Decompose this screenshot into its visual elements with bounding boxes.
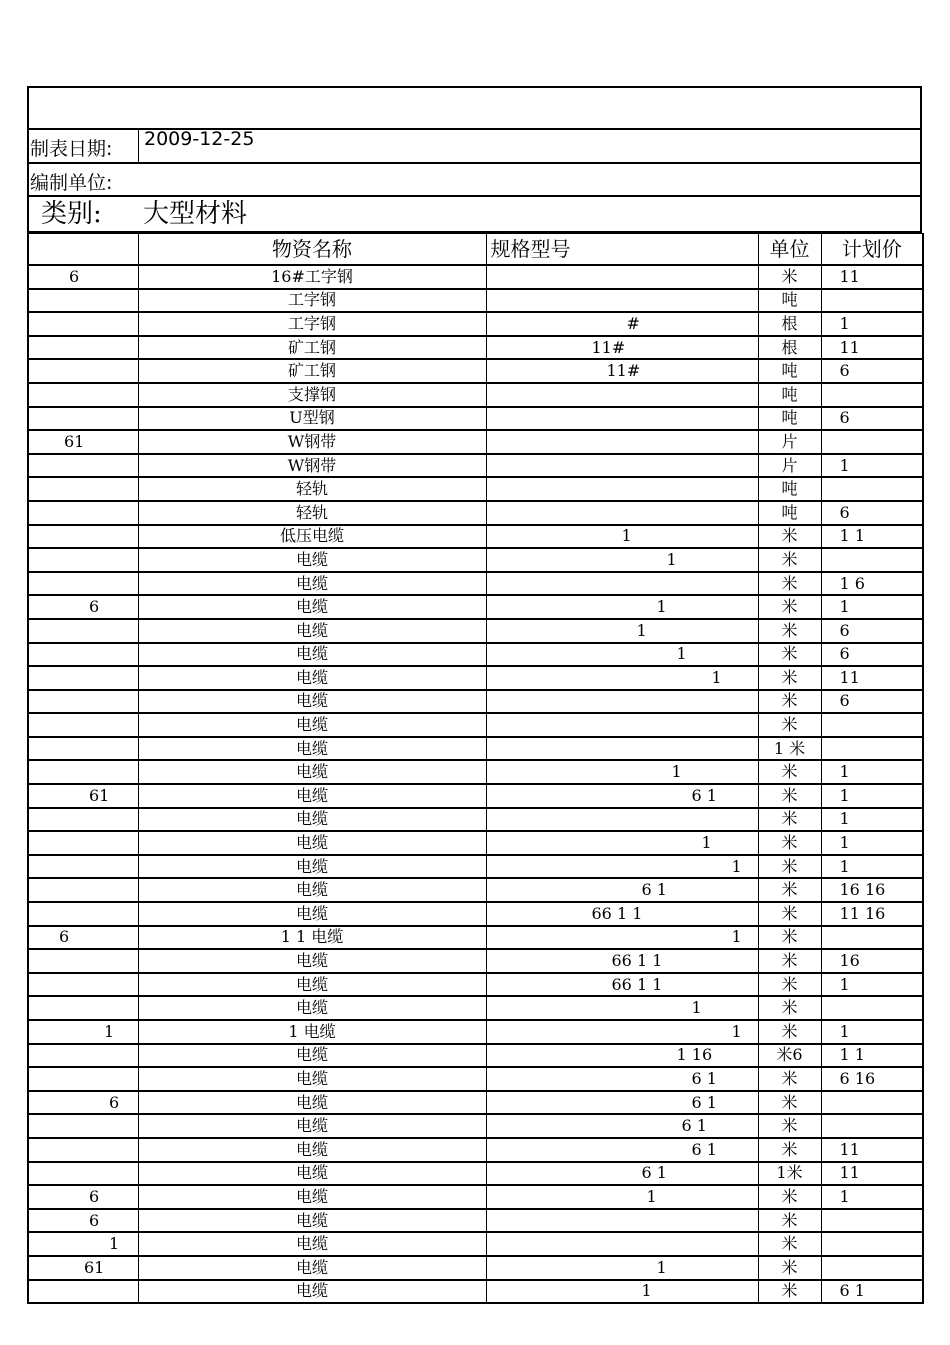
table-row <box>28 996 923 1020</box>
row-id-cell <box>28 690 138 714</box>
row-price-cell: 6 <box>821 643 923 667</box>
row-id-cell <box>28 477 138 501</box>
row-spec-cell: # <box>486 312 758 336</box>
table-row <box>28 430 923 454</box>
row-unit-cell: 米 <box>758 1114 821 1138</box>
row-price-cell: 1 <box>821 784 923 808</box>
row-price-cell: 1 <box>821 1185 923 1209</box>
row-spec-cell: 1 16 <box>486 1044 758 1068</box>
row-id-cell: 1 <box>28 1232 138 1256</box>
table-row <box>28 1280 923 1304</box>
row-name-cell: 电缆 <box>138 1044 486 1068</box>
row-price-cell <box>821 737 923 761</box>
row-id-cell: 61 <box>28 430 138 454</box>
row-spec-cell: 1 <box>486 525 758 549</box>
row-unit-cell: 米 <box>758 690 821 714</box>
row-name-cell: 电缆 <box>138 1162 486 1186</box>
row-spec-cell <box>486 289 758 313</box>
row-spec-cell: 66 1 1 <box>486 949 758 973</box>
table-row <box>28 548 923 572</box>
row-price-cell: 11 <box>821 336 923 360</box>
table-row <box>28 855 923 879</box>
row-price-cell <box>821 548 923 572</box>
row-unit-cell: 米 <box>758 831 821 855</box>
row-id-cell <box>28 1114 138 1138</box>
row-unit-cell: 吨 <box>758 477 821 501</box>
row-price-cell <box>821 713 923 737</box>
row-id-cell <box>28 312 138 336</box>
table-row <box>28 265 923 289</box>
row-unit-cell: 吨 <box>758 359 821 383</box>
table-row <box>28 643 923 667</box>
date-label: 制表日期: <box>30 138 113 160</box>
row-spec-cell: 1 <box>486 926 758 950</box>
col-unit-header: 单位 <box>758 234 821 266</box>
row-id-cell <box>28 619 138 643</box>
col-id-header <box>28 234 138 266</box>
row-spec-cell <box>486 407 758 431</box>
row-id-cell <box>28 1162 138 1186</box>
row-price-cell: 6 <box>821 359 923 383</box>
row-unit-cell: 米 <box>758 666 821 690</box>
row-name-cell: W钢带 <box>138 430 486 454</box>
row-name-cell: 电缆 <box>138 619 486 643</box>
row-name-cell: U型钢 <box>138 407 486 431</box>
row-name-cell: 电缆 <box>138 548 486 572</box>
row-id-cell <box>28 760 138 784</box>
table-row <box>28 1185 923 1209</box>
row-spec-cell: 1 <box>486 1185 758 1209</box>
row-id-cell <box>28 808 138 832</box>
row-id-cell <box>28 572 138 596</box>
table-row <box>28 1020 923 1044</box>
row-spec-cell: 1 <box>486 1020 758 1044</box>
row-id-cell: 61 <box>28 1256 138 1280</box>
row-name-cell: 工字钢 <box>138 289 486 313</box>
row-id-cell <box>28 737 138 761</box>
row-id-cell <box>28 855 138 879</box>
row-unit-cell: 1米 <box>758 1162 821 1186</box>
row-name-cell: 电缆 <box>138 831 486 855</box>
row-unit-cell: 米 <box>758 265 821 289</box>
row-unit-cell: 吨 <box>758 289 821 313</box>
row-price-cell: 11 <box>821 1138 923 1162</box>
category-label: 类别: <box>41 199 102 229</box>
row-name-cell: 工字钢 <box>138 312 486 336</box>
row-name-cell: 16#工字钢 <box>138 265 486 289</box>
row-unit-cell: 米 <box>758 1091 821 1115</box>
column-header-row <box>28 234 923 266</box>
row-spec-cell <box>486 572 758 596</box>
row-unit-cell: 米 <box>758 1209 821 1233</box>
row-price-cell: 1 <box>821 973 923 997</box>
row-spec-cell <box>486 454 758 478</box>
row-unit-cell: 米 <box>758 1232 821 1256</box>
row-spec-cell: 11# <box>486 336 758 360</box>
row-name-cell: 电缆 <box>138 855 486 879</box>
row-name-cell: 电缆 <box>138 643 486 667</box>
title-row <box>27 86 922 130</box>
row-name-cell: 1 电缆 <box>138 1020 486 1044</box>
row-price-cell <box>821 1232 923 1256</box>
row-id-cell: 6 <box>28 595 138 619</box>
row-spec-cell: 1 <box>486 855 758 879</box>
row-id-cell <box>28 383 138 407</box>
row-name-cell: 电缆 <box>138 808 486 832</box>
category-row <box>27 197 922 233</box>
row-spec-cell: 1 <box>486 831 758 855</box>
table-row <box>28 713 923 737</box>
materials-table <box>27 233 924 1304</box>
table-row <box>28 1044 923 1068</box>
table-row <box>28 737 923 761</box>
row-id-cell <box>28 949 138 973</box>
row-name-cell: 电缆 <box>138 666 486 690</box>
row-id-cell <box>28 1067 138 1091</box>
row-name-cell: 电缆 <box>138 1138 486 1162</box>
row-name-cell: 电缆 <box>138 1280 486 1304</box>
row-id-cell <box>28 902 138 926</box>
table-row <box>28 477 923 501</box>
table-row <box>28 595 923 619</box>
row-name-cell: 电缆 <box>138 902 486 926</box>
row-name-cell: 电缆 <box>138 572 486 596</box>
row-price-cell: 1 1 <box>821 1044 923 1068</box>
row-spec-cell: 66 1 1 <box>486 902 758 926</box>
row-spec-cell <box>486 430 758 454</box>
row-spec-cell: 66 1 1 <box>486 973 758 997</box>
row-unit-cell: 米 <box>758 902 821 926</box>
row-unit-cell: 米 <box>758 926 821 950</box>
row-spec-cell <box>486 477 758 501</box>
table-row <box>28 619 923 643</box>
row-name-cell: 电缆 <box>138 737 486 761</box>
row-name-cell: 电缆 <box>138 1209 486 1233</box>
row-id-cell <box>28 713 138 737</box>
row-unit-cell: 吨 <box>758 383 821 407</box>
row-name-cell: 电缆 <box>138 1232 486 1256</box>
row-id-cell <box>28 996 138 1020</box>
row-spec-cell: 6 1 <box>486 878 758 902</box>
row-unit-cell: 米 <box>758 572 821 596</box>
row-id-cell <box>28 878 138 902</box>
table-row <box>28 525 923 549</box>
row-name-cell: 轻轨 <box>138 477 486 501</box>
row-name-cell: 电缆 <box>138 760 486 784</box>
row-spec-cell: 1 <box>486 1280 758 1304</box>
row-price-cell: 6 16 <box>821 1067 923 1091</box>
row-id-cell: 6 <box>28 1185 138 1209</box>
row-price-cell <box>821 383 923 407</box>
row-id-cell: 61 <box>28 784 138 808</box>
row-unit-cell: 米 <box>758 996 821 1020</box>
row-price-cell: 6 <box>821 501 923 525</box>
row-id-cell <box>28 1280 138 1304</box>
row-id-cell: 1 <box>28 1020 138 1044</box>
row-price-cell: 1 <box>821 855 923 879</box>
row-id-cell <box>28 454 138 478</box>
row-name-cell: 电缆 <box>138 996 486 1020</box>
row-unit-cell: 片 <box>758 430 821 454</box>
row-spec-cell <box>486 737 758 761</box>
row-price-cell: 1 <box>821 831 923 855</box>
row-name-cell: 电缆 <box>138 1256 486 1280</box>
row-price-cell: 16 16 <box>821 878 923 902</box>
unit-label: 编制单位: <box>30 172 113 194</box>
row-unit-cell: 根 <box>758 312 821 336</box>
row-unit-cell: 米 <box>758 878 821 902</box>
row-price-cell: 1 <box>821 454 923 478</box>
category-value: 大型材料 <box>143 199 248 229</box>
row-price-cell <box>821 430 923 454</box>
row-unit-cell: 米 <box>758 973 821 997</box>
date-value: 2009-12-25 <box>144 128 255 150</box>
row-spec-cell: 11# <box>486 359 758 383</box>
row-id-cell: 6 <box>28 1209 138 1233</box>
row-id-cell <box>28 548 138 572</box>
row-id-cell: 6 <box>28 926 138 950</box>
row-unit-cell: 片 <box>758 454 821 478</box>
row-price-cell: 11 <box>821 1162 923 1186</box>
row-price-cell: 6 <box>821 690 923 714</box>
row-price-cell: 6 1 <box>821 1280 923 1304</box>
table-row <box>28 831 923 855</box>
table-row <box>28 808 923 832</box>
row-unit-cell: 米 <box>758 1185 821 1209</box>
row-spec-cell: 1 <box>486 595 758 619</box>
row-price-cell <box>821 1114 923 1138</box>
table-row <box>28 1209 923 1233</box>
row-spec-cell <box>486 1232 758 1256</box>
row-id-cell <box>28 1044 138 1068</box>
row-name-cell: 矿工钢 <box>138 359 486 383</box>
row-id-cell <box>28 336 138 360</box>
row-price-cell: 6 <box>821 407 923 431</box>
row-unit-cell: 米 <box>758 1256 821 1280</box>
row-spec-cell: 1 <box>486 619 758 643</box>
row-spec-cell: 6 1 <box>486 1114 758 1138</box>
row-unit-cell: 米 <box>758 1280 821 1304</box>
row-name-cell: 电缆 <box>138 1114 486 1138</box>
row-unit-cell: 根 <box>758 336 821 360</box>
table-row <box>28 973 923 997</box>
table-row <box>28 666 923 690</box>
table-row <box>28 289 923 313</box>
row-name-cell: 电缆 <box>138 1067 486 1091</box>
table-row <box>28 926 923 950</box>
row-spec-cell: 6 1 <box>486 1091 758 1115</box>
row-spec-cell: 1 <box>486 1256 758 1280</box>
table-row <box>28 572 923 596</box>
row-price-cell <box>821 1209 923 1233</box>
table-row <box>28 784 923 808</box>
row-spec-cell: 1 <box>486 666 758 690</box>
row-unit-cell: 米 <box>758 949 821 973</box>
row-name-cell: 轻轨 <box>138 501 486 525</box>
row-id-cell: 6 <box>28 1091 138 1115</box>
row-id-cell <box>28 666 138 690</box>
row-name-cell: 矿工钢 <box>138 336 486 360</box>
row-id-cell <box>28 643 138 667</box>
table-row <box>28 690 923 714</box>
row-price-cell <box>821 289 923 313</box>
row-unit-cell: 米 <box>758 619 821 643</box>
row-name-cell: 电缆 <box>138 595 486 619</box>
row-unit-cell: 米 <box>758 808 821 832</box>
table-row <box>28 312 923 336</box>
row-price-cell: 11 16 <box>821 902 923 926</box>
row-name-cell: 电缆 <box>138 878 486 902</box>
row-price-cell: 1 <box>821 312 923 336</box>
row-unit-cell: 米 <box>758 643 821 667</box>
col-name-header: 物资名称 <box>138 234 486 266</box>
row-id-cell <box>28 525 138 549</box>
row-price-cell: 11 <box>821 666 923 690</box>
row-unit-cell: 米 <box>758 548 821 572</box>
row-price-cell <box>821 1256 923 1280</box>
row-spec-cell: 6 1 <box>486 1138 758 1162</box>
table-row <box>28 1256 923 1280</box>
row-id-cell <box>28 831 138 855</box>
table-row <box>28 1162 923 1186</box>
row-name-cell: 低压电缆 <box>138 525 486 549</box>
row-unit-cell: 吨 <box>758 407 821 431</box>
table-row <box>28 760 923 784</box>
row-spec-cell: 1 <box>486 643 758 667</box>
row-name-cell: W钢带 <box>138 454 486 478</box>
col-price-header: 计划价 <box>821 234 923 266</box>
row-id-cell <box>28 289 138 313</box>
row-unit-cell: 米 <box>758 1138 821 1162</box>
row-spec-cell: 6 1 <box>486 784 758 808</box>
row-name-cell: 支撑钢 <box>138 383 486 407</box>
table-row <box>28 1114 923 1138</box>
row-spec-cell <box>486 1209 758 1233</box>
table-row <box>28 902 923 926</box>
table-row <box>28 949 923 973</box>
row-unit-cell: 米 <box>758 713 821 737</box>
row-spec-cell <box>486 713 758 737</box>
row-price-cell: 1 1 <box>821 525 923 549</box>
row-price-cell: 1 <box>821 1020 923 1044</box>
row-price-cell: 6 <box>821 619 923 643</box>
row-price-cell: 1 <box>821 808 923 832</box>
row-name-cell: 电缆 <box>138 1091 486 1115</box>
row-spec-cell: 6 1 <box>486 1067 758 1091</box>
table-row <box>28 383 923 407</box>
row-name-cell: 电缆 <box>138 690 486 714</box>
row-unit-cell: 米 <box>758 855 821 879</box>
row-price-cell: 1 <box>821 595 923 619</box>
row-spec-cell: 1 <box>486 996 758 1020</box>
row-price-cell: 1 6 <box>821 572 923 596</box>
row-price-cell <box>821 477 923 501</box>
table-row <box>28 359 923 383</box>
row-spec-cell <box>486 383 758 407</box>
row-name-cell: 电缆 <box>138 973 486 997</box>
spreadsheet <box>27 86 922 1304</box>
table-row <box>28 1091 923 1115</box>
row-price-cell: 1 <box>821 760 923 784</box>
row-unit-cell: 米6 <box>758 1044 821 1068</box>
row-price-cell <box>821 926 923 950</box>
row-id-cell <box>28 359 138 383</box>
row-name-cell: 电缆 <box>138 949 486 973</box>
row-spec-cell <box>486 265 758 289</box>
row-unit-cell: 米 <box>758 1020 821 1044</box>
table-row <box>28 501 923 525</box>
table-row <box>28 454 923 478</box>
row-unit-cell: 米 <box>758 784 821 808</box>
date-row <box>27 130 922 164</box>
row-spec-cell: 1 <box>486 760 758 784</box>
table-row <box>28 878 923 902</box>
table-row <box>28 407 923 431</box>
row-unit-cell: 吨 <box>758 501 821 525</box>
row-price-cell: 16 <box>821 949 923 973</box>
table-row <box>28 1232 923 1256</box>
row-spec-cell <box>486 501 758 525</box>
row-id-cell <box>28 407 138 431</box>
table-row <box>28 1067 923 1091</box>
row-name-cell: 1 1 电缆 <box>138 926 486 950</box>
row-unit-cell: 米 <box>758 1067 821 1091</box>
row-price-cell: 11 <box>821 265 923 289</box>
row-id-cell <box>28 973 138 997</box>
row-unit-cell: 1 米 <box>758 737 821 761</box>
row-unit-cell: 米 <box>758 760 821 784</box>
col-spec-header: 规格型号 <box>486 234 758 266</box>
table-row <box>28 1138 923 1162</box>
row-unit-cell: 米 <box>758 525 821 549</box>
row-unit-cell: 米 <box>758 595 821 619</box>
row-spec-cell <box>486 690 758 714</box>
row-id-cell <box>28 501 138 525</box>
row-id-cell: 6 <box>28 265 138 289</box>
row-name-cell: 电缆 <box>138 1185 486 1209</box>
row-name-cell: 电缆 <box>138 713 486 737</box>
row-id-cell <box>28 1138 138 1162</box>
row-spec-cell: 6 1 <box>486 1162 758 1186</box>
row-name-cell: 电缆 <box>138 784 486 808</box>
table-row <box>28 336 923 360</box>
row-price-cell <box>821 996 923 1020</box>
row-spec-cell <box>486 808 758 832</box>
row-spec-cell: 1 <box>486 548 758 572</box>
row-price-cell <box>821 1091 923 1115</box>
